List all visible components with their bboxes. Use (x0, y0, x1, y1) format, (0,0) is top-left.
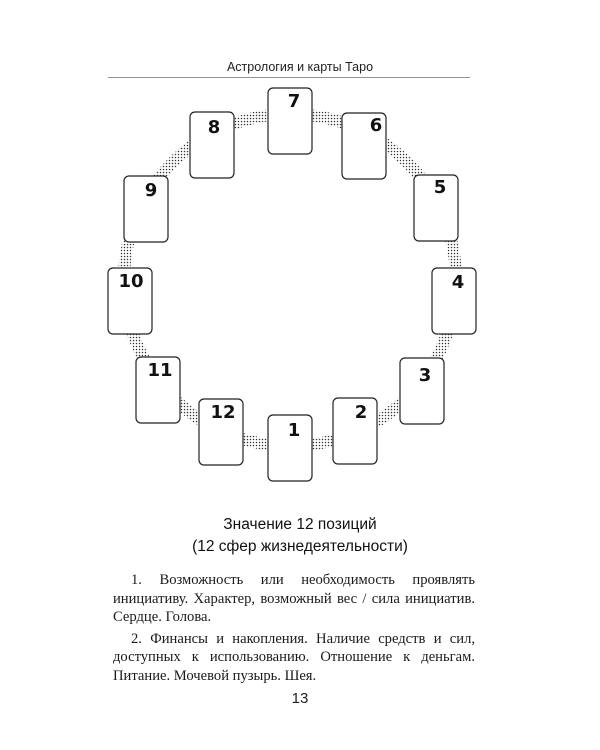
card-8-label: 8 (207, 117, 221, 138)
card-11-label: 11 (147, 360, 173, 381)
card-10-label: 10 (118, 271, 144, 292)
card-4 (432, 268, 476, 334)
card-10 (108, 268, 152, 334)
page-number: 13 (291, 690, 309, 707)
card-7 (268, 88, 312, 154)
card-5 (414, 175, 458, 241)
card-3-label: 3 (418, 365, 432, 386)
paragraph-position-1: 1. Возможность или необходимость проявлять инициативу. Характер, возможный вес / сила инициатив. Сердце. Голова. (113, 572, 475, 625)
card-6-label: 6 (369, 115, 383, 136)
figure-caption-title: Значение 12 позиций (223, 516, 377, 533)
card-11 (136, 357, 180, 423)
card-12 (199, 399, 243, 465)
card-1-label: 1 (287, 420, 301, 441)
card-9-label: 9 (144, 180, 158, 201)
card-7-label: 7 (287, 91, 301, 112)
card-6 (342, 113, 386, 179)
figure-caption-subtitle: (12 сфер жизнедеятельности) (192, 538, 408, 555)
card-3 (400, 358, 444, 424)
card-8 (190, 112, 234, 178)
card-2-label: 2 (354, 402, 368, 423)
card-2 (333, 398, 377, 464)
card-1 (268, 415, 312, 481)
body-text (113, 571, 475, 688)
card-4-label: 4 (451, 272, 465, 293)
card-12-label: 12 (210, 402, 236, 423)
card-5-label: 5 (433, 177, 447, 198)
running-head: Астрология и карты Таро (226, 60, 374, 74)
paragraph-position-2: 2. Финансы и накопления. Наличие средств и сил, доступных к использованию. Отношение к деньгам. Питание. Мочевой пузырь. Шея. (113, 630, 475, 684)
card-9 (124, 176, 168, 242)
